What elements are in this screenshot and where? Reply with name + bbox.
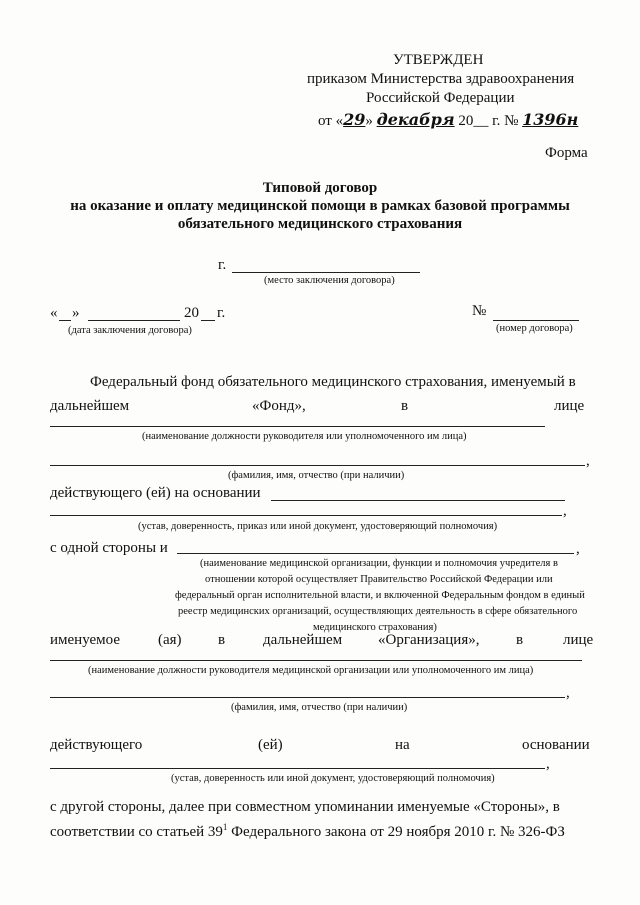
fund-line: Федеральный фонд обязательного медицинского страхования, именуемый в — [90, 374, 576, 390]
law-reference — [50, 822, 565, 841]
month-field[interactable] — [88, 320, 180, 321]
place-prefix: г. — [218, 257, 227, 273]
word-na: на — [395, 737, 410, 753]
caption-org-position: (наименование должности руководителя медицинской организации или уполномоченного им лица) — [88, 665, 534, 676]
word-fond: «Фонд», — [252, 398, 306, 414]
acting-basis: действующего (ей) на основании — [50, 485, 261, 501]
fund-fio-field[interactable] — [50, 465, 585, 466]
date-open-quote: « — [50, 305, 58, 321]
number-caption: (номер договора) — [496, 323, 573, 334]
comma-1: , — [586, 453, 590, 469]
caption-org-3: федеральный орган исполнительной власти, и включенной Федеральным фондом в единый — [175, 590, 585, 601]
word-dalneyshem: дальнейшем — [50, 398, 130, 414]
word-aya: (ая) — [158, 632, 182, 648]
word-deystvuyushchego: действующего — [50, 737, 143, 753]
form-label: Форма — [545, 145, 588, 161]
date-prefix: от « — [318, 113, 344, 129]
word-v: в — [401, 398, 409, 414]
caption-charter: (устав, доверенность, приказ или иной документ, удостоверяющий полномочия) — [138, 521, 498, 532]
law-text-b: Федерального закона от 29 ноября 2010 г. № 326-ФЗ — [227, 824, 565, 840]
word-dalneyshem-2: дальнейшем — [263, 632, 343, 648]
date-month: декабря — [376, 110, 455, 129]
caption-fio: (фамилия, имя, отчество (при наличии) — [228, 470, 405, 481]
caption-charter-2: (устав, доверенность или иной документ, удостоверяющий полномочия) — [171, 773, 495, 784]
word-litse-2: лице — [563, 632, 594, 648]
comma-2: , — [563, 503, 567, 519]
word-litse: лице — [554, 398, 585, 414]
place-field[interactable] — [232, 272, 420, 273]
order-line-1: приказом Министерства здравоохранения — [307, 71, 575, 87]
caption-org-1: (наименование медицинской организации, функции и полномочия учредителя в — [200, 558, 558, 569]
comma-4: , — [566, 685, 570, 701]
fund-basis-field[interactable] — [271, 500, 565, 501]
number-sign: № — [472, 303, 487, 319]
word-v-3: в — [516, 632, 524, 648]
caption-org-2: отношении которой осуществляет Правительство Российской Федерации или — [205, 574, 553, 585]
title-line-1: Типовой договор — [262, 180, 378, 196]
organization-name-field[interactable] — [177, 553, 574, 554]
word-organization: «Организация», — [378, 632, 480, 648]
caption-fio-2: (фамилия, имя, отчество (при наличии) — [231, 702, 408, 713]
caption-position: (наименование должности руководителя или уполномоченного им лица) — [142, 431, 467, 442]
title-line-3: обязательного медицинского страхования — [177, 216, 463, 232]
org-basis-field[interactable] — [50, 768, 545, 769]
year-suffix: г. — [217, 305, 226, 321]
approved-label: УТВЕРЖДЕН — [393, 52, 484, 68]
year-prefix: 20 — [184, 305, 199, 321]
law-text-a: соответствии со статьей 39 — [50, 824, 223, 840]
word-v-2: в — [218, 632, 226, 648]
comma-3: , — [576, 541, 580, 557]
title-line-2: на оказание и оплату медицинской помощи в рамках базовой программы — [70, 198, 570, 214]
order-date-line — [318, 110, 578, 130]
date-day: 29 — [343, 110, 366, 129]
order-number: 1396н — [522, 110, 579, 129]
date-mid: » — [365, 113, 373, 129]
caption-org-5: медицинского страхования) — [313, 622, 437, 633]
order-line-2: Российской Федерации — [366, 90, 515, 106]
caption-org-4: реестр медицинских организаций, осуществляющих деятельность в сфере обязательного — [178, 606, 578, 617]
contract-number-field[interactable] — [493, 320, 579, 321]
word-imenuemoe: именуемое — [50, 632, 120, 648]
date-caption: (дата заключения договора) — [68, 325, 192, 336]
date-year: 20__ г. № — [458, 113, 519, 129]
other-side: с другой стороны, далее при совместном упоминании именуемые «Стороны», в — [50, 799, 560, 815]
place-caption: (место заключения договора) — [264, 275, 395, 286]
fund-basis-field-2[interactable] — [50, 515, 562, 516]
date-close-quote: » — [72, 305, 80, 321]
word-ey: (ей) — [258, 737, 283, 753]
org-position-field[interactable] — [50, 660, 582, 661]
comma-5: , — [546, 756, 550, 772]
year-field[interactable] — [201, 320, 215, 321]
one-side: с одной стороны и — [50, 540, 168, 556]
fund-position-field[interactable] — [50, 426, 545, 427]
word-osnovanii: основании — [522, 737, 590, 753]
law-superscript: 1 — [222, 822, 228, 832]
day-field[interactable] — [59, 320, 71, 321]
org-fio-field[interactable] — [50, 697, 565, 698]
